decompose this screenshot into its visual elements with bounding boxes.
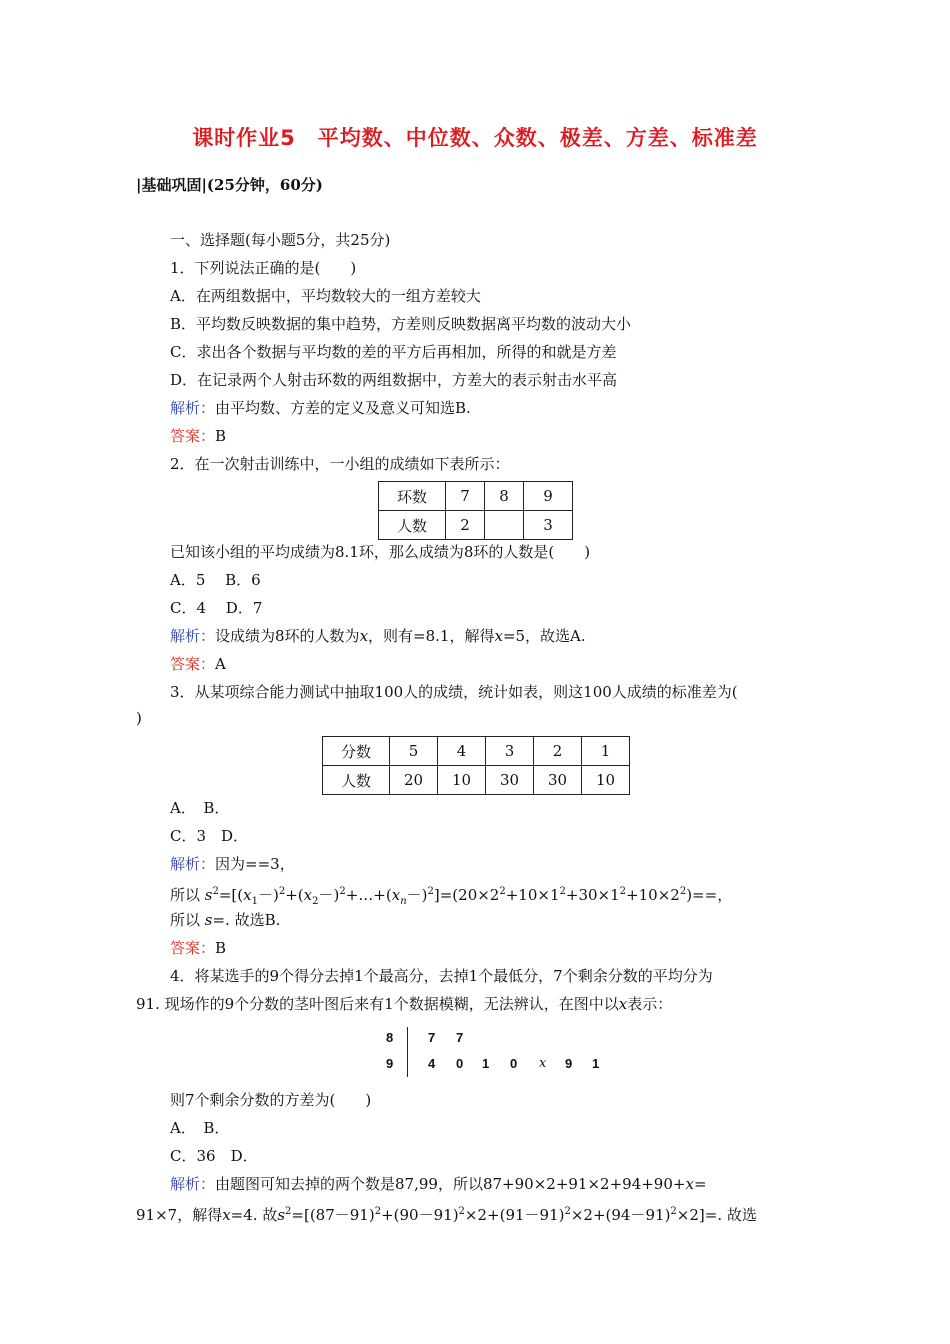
q3-formula: 所以 $s^2=[(x_1-)^2+(x_2-)^2+\dots+(x_n-)^2]=(20\times 2^2+10\times 1^2+30\times 1^2+10\times 2^2)==$， — [170, 886, 733, 907]
var-x: x — [391, 886, 401, 904]
stem-value: 8 — [386, 1030, 394, 1045]
table-cell: 环数 — [379, 482, 446, 511]
table-row — [323, 766, 630, 795]
analysis-text: ，则有=8.1，解得 — [368, 627, 495, 645]
analysis-text: =4. 故 — [230, 1206, 278, 1224]
formula-part: +10×2 — [626, 886, 680, 904]
formula-part: +…+( — [345, 886, 392, 904]
table-cell: 9 — [524, 482, 573, 511]
var-s: s — [204, 911, 213, 929]
analysis-label: 解析： — [170, 855, 216, 873]
table-cell: 8 — [485, 482, 524, 511]
q2-stem: 2．在一次射击训练中，一小组的成绩如下表所示： — [170, 455, 510, 473]
formula-part: －) — [318, 886, 340, 904]
leaf-value: 4 — [428, 1056, 436, 1071]
q4-stem: 4．将某选手的9个得分去掉1个最高分，去掉1个最低分，7个剩余分数的平均分为 — [170, 967, 713, 985]
analysis-text: 91×7，解得 — [136, 1206, 223, 1224]
section-header: |基础巩固|(25分钟，60分) — [136, 176, 323, 194]
table-cell: 2 — [446, 511, 485, 540]
table-cell: 人数 — [379, 511, 446, 540]
q1-analysis — [170, 398, 471, 418]
analysis-text: = — [693, 1175, 707, 1193]
analysis-label: 解析： — [170, 1175, 216, 1193]
table-cell: 5 — [390, 737, 438, 766]
stem-divider — [407, 1027, 408, 1077]
formula-part: ]=(20×2 — [433, 886, 500, 904]
table-cell: 3 — [524, 511, 573, 540]
q1-option-d: D．在记录两个人射击环数的两组数据中，方差大的表示射击水平高 — [170, 371, 618, 389]
answer-text: B — [215, 427, 227, 445]
analysis-text: 由题图可知去掉的两个数是87,99，所以87+90×2+91×2+94+90+ — [215, 1175, 686, 1193]
q2-table — [378, 481, 573, 540]
var-x: x — [618, 995, 628, 1013]
q2-options-ab: A．5 B．6 — [170, 571, 261, 589]
q1-option-c: C．求出各个数据与平均数的差的平方后再相加，所得的和就是方差 — [170, 343, 617, 361]
q3-table — [322, 736, 630, 795]
analysis-label: 解析： — [170, 399, 216, 417]
var-x: x — [303, 886, 313, 904]
analysis-text: 设成绩为8环的人数为 — [215, 627, 360, 645]
formula-part: －) — [406, 886, 428, 904]
analysis-text: 由平均数、方差的定义及意义可知选B. — [215, 399, 471, 417]
answer-text: A — [215, 655, 226, 673]
var-s: s — [277, 1206, 286, 1224]
formula-part: +10×1 — [505, 886, 560, 904]
formula-part: 所以 — [170, 911, 205, 929]
q3-stem: 3．从某项综合能力测试中抽取100人的成绩，统计如表，则这100人成绩的标准差为( — [170, 683, 738, 701]
leaf-value-unknown: x — [539, 1056, 547, 1071]
analysis-text: ×2]=. 故选 — [676, 1206, 757, 1224]
q3-analysis — [170, 854, 295, 874]
analysis-text: +(90－91) — [381, 1206, 459, 1224]
answer-label: 答案： — [170, 939, 216, 957]
var-x: x — [685, 1175, 694, 1193]
q2-options-cd: C．4 D．7 — [170, 599, 263, 617]
leaf-value: 7 — [456, 1030, 464, 1045]
table-cell: 10 — [438, 766, 486, 795]
formula-part: =[( — [218, 886, 244, 904]
table-cell: 4 — [438, 737, 486, 766]
table-cell: 3 — [486, 737, 534, 766]
q3-stem-cont: ) — [136, 709, 142, 727]
formula-part: =. 故选B. — [212, 911, 281, 929]
q4-options-ab: A． B． — [170, 1119, 230, 1137]
q2-text: 已知该小组的平均成绩为8.1环，那么成绩为8环的人数是( ) — [170, 543, 591, 561]
q4-text: 则7个剩余分数的方差为( ) — [170, 1091, 372, 1109]
q3-conclusion — [170, 910, 280, 930]
analysis-text: =[(87－91) — [291, 1206, 375, 1224]
var-x: x — [494, 627, 503, 645]
table-cell: 10 — [582, 766, 630, 795]
q1-answer — [170, 426, 226, 446]
leaf-value: 0 — [510, 1056, 518, 1071]
formula-part: －) — [257, 886, 279, 904]
analysis-text: =5，故选A. — [502, 627, 586, 645]
var-s: s — [204, 886, 213, 904]
q3-answer — [170, 938, 226, 958]
leaf-value: 7 — [428, 1030, 436, 1045]
table-cell — [485, 511, 524, 540]
q3-options-cd: C．3 D． — [170, 827, 249, 845]
q2-answer — [170, 654, 226, 674]
table-cell: 人数 — [323, 766, 390, 795]
page-title: 课时作业5 平均数、中位数、众数、极差、方差、标准差 — [192, 126, 758, 150]
table-cell: 7 — [446, 482, 485, 511]
answer-label: 答案： — [170, 655, 216, 673]
leaf-value: 0 — [456, 1056, 464, 1071]
analysis-text: 因为==3， — [215, 855, 295, 873]
formula-part: +( — [285, 886, 304, 904]
table-row — [379, 482, 573, 511]
table-cell: 2 — [534, 737, 582, 766]
var-x: x — [222, 1206, 231, 1224]
answer-text: B — [215, 939, 227, 957]
leaf-value: 9 — [565, 1056, 573, 1071]
q1-option-b: B．平均数反映数据的集中趋势，方差则反映数据离平均数的波动大小 — [170, 315, 632, 333]
part-heading: 一、选择题(每小题5分，共25分) — [170, 231, 391, 249]
table-cell: 分数 — [323, 737, 390, 766]
q2-analysis — [170, 626, 586, 646]
table-cell: 30 — [486, 766, 534, 795]
table-row — [379, 511, 573, 540]
var-x: x — [359, 627, 369, 645]
q4-analysis — [170, 1174, 707, 1194]
analysis-text: ×2+(94－91) — [570, 1206, 671, 1224]
formula-part: 所以 — [170, 886, 205, 904]
q4-analysis-cont: 91×7，解得x=4. 故$s^2=[(87-91)^2+(90-91)^2\times 2+(91-91)^2\times 2+(94-91)^2\times 2]=$. 故选 — [136, 1206, 757, 1224]
q4-options-cd: C．36 D． — [170, 1147, 258, 1165]
table-row — [323, 737, 630, 766]
analysis-label: 解析： — [170, 627, 216, 645]
table-cell: 20 — [390, 766, 438, 795]
formula-part: +30×1 — [565, 886, 620, 904]
analysis-text: ×2+(91－91) — [464, 1206, 565, 1224]
answer-label: 答案： — [170, 427, 216, 445]
stem-value: 9 — [386, 1056, 394, 1071]
formula-part: )==， — [686, 886, 733, 904]
leaf-value: 1 — [592, 1056, 600, 1071]
table-cell: 1 — [582, 737, 630, 766]
leaf-value: 1 — [482, 1056, 490, 1071]
table-cell: 30 — [534, 766, 582, 795]
stem-text: 91. 现场作的9个分数的茎叶图后来有1个数据模糊，无法辨认，在图中以 — [136, 995, 619, 1013]
stem-text: 表示： — [627, 995, 673, 1013]
var-x: x — [243, 886, 252, 904]
q1-stem: 1．下列说法正确的是( ) — [170, 259, 357, 277]
q4-stem-cont — [136, 994, 672, 1014]
q3-options-ab: A． B． — [170, 799, 230, 817]
q1-option-a: A．在两组数据中，平均数较大的一组方差较大 — [170, 287, 481, 305]
